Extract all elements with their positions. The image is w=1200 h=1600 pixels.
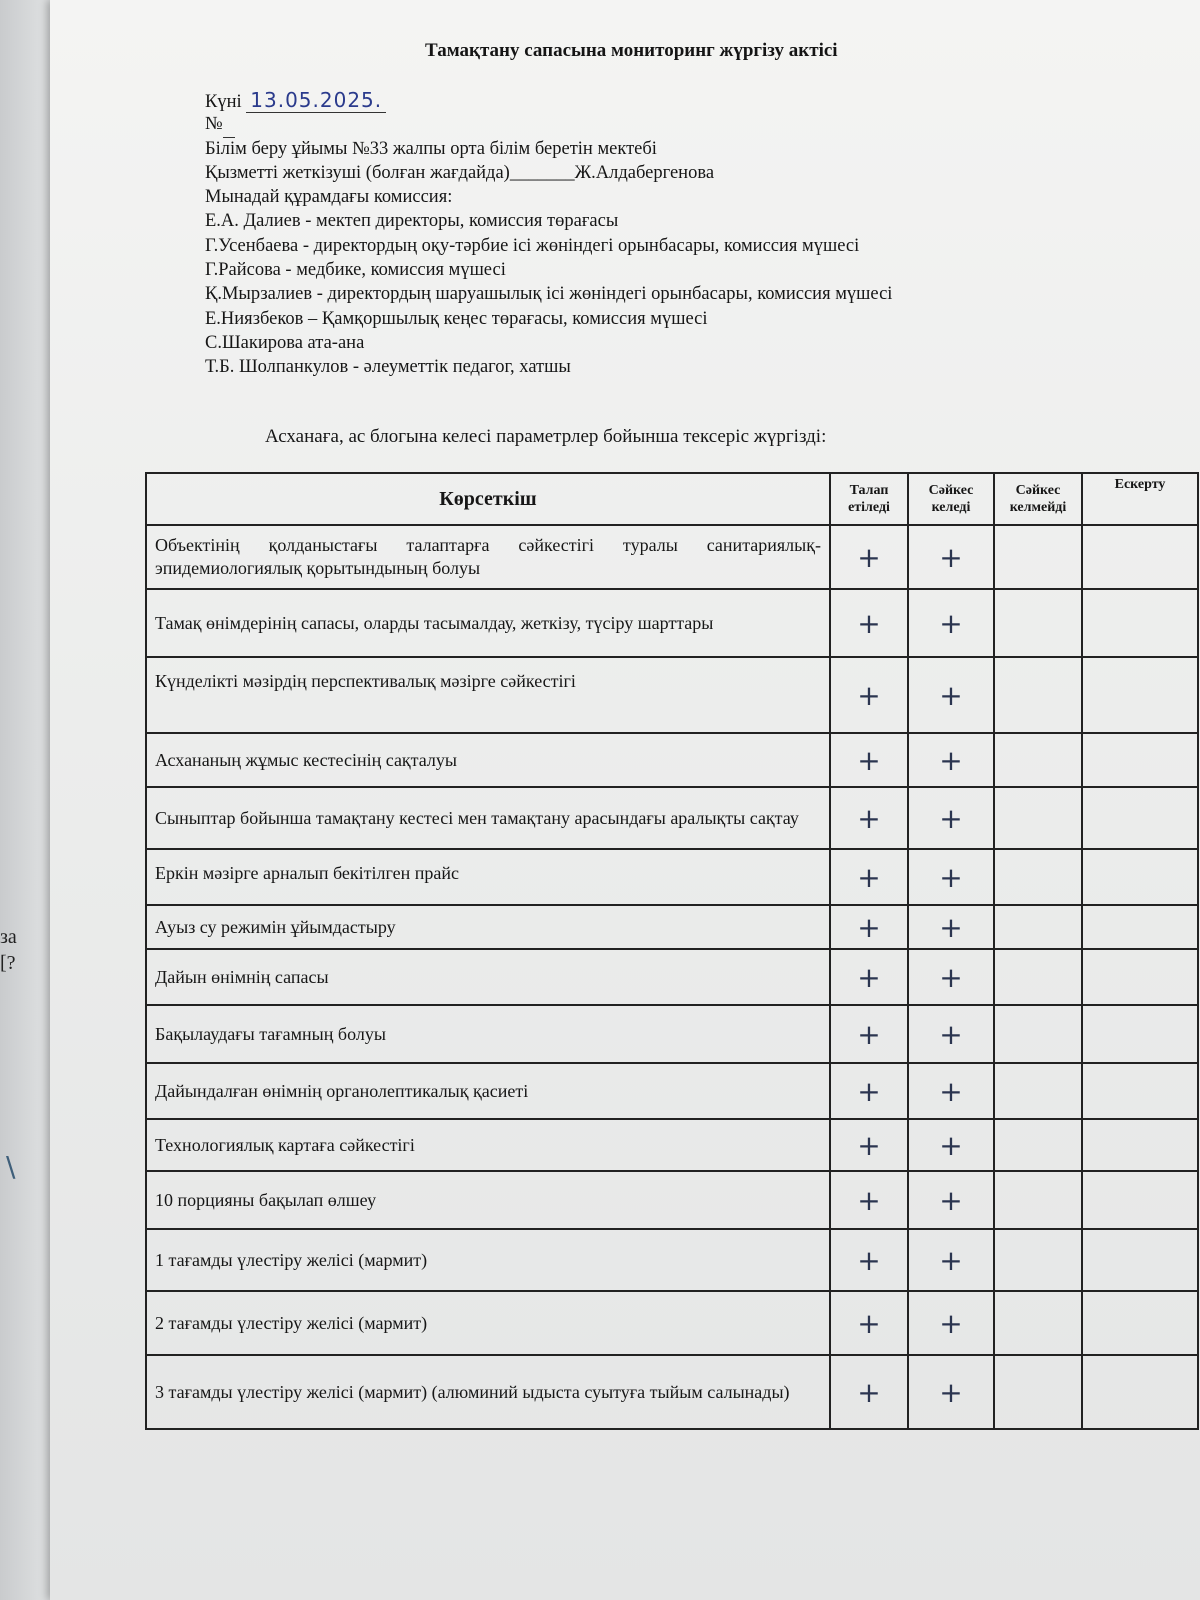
- commission-member: Г.Райсова - медбике, комиссия мүшесі: [205, 260, 506, 281]
- required-mark: +: [830, 905, 908, 949]
- indicator-cell: Объектінің қолданыстағы талаптарға сәйкестігі туралы санитариялық-эпидемиологиялық қорытындының болуы: [146, 525, 830, 589]
- table-header-row: [146, 473, 1198, 525]
- required-mark: +: [830, 525, 908, 589]
- commission-member: Қ.Мырзалиев - директордың шаруашылық ісі жөніндегі орынбасары, комиссия мүшесі: [205, 284, 893, 305]
- required-mark: +: [830, 949, 908, 1005]
- not-complies-cell: [994, 1063, 1082, 1119]
- indicator-cell: Ауыз су режимін ұйымдастыру: [146, 905, 830, 949]
- complies-mark: +: [908, 1005, 994, 1063]
- not-complies-cell: [994, 1119, 1082, 1171]
- header-indicator: Көрсеткіш: [146, 473, 830, 525]
- table-row: [146, 1171, 1198, 1229]
- commission-member: Г.Усенбаева - директордың оқу-тәрбие ісі жөніндегі орынбасары, комиссия мүшесі: [205, 235, 860, 256]
- inspection-intro: Асханаға, ас блогына келесі параметрлер бойынша тексеріс жүргізді:: [265, 426, 827, 447]
- indicator-cell: Дайындалған өнімнің органолептикалық қасиеті: [146, 1063, 830, 1119]
- required-mark: +: [830, 1229, 908, 1291]
- table-row: [146, 589, 1198, 657]
- required-mark: +: [830, 657, 908, 733]
- table-row: [146, 905, 1198, 949]
- organization-line: Білім беру ұйымы №33 жалпы орта білім беретін мектебі: [205, 138, 657, 159]
- not-complies-cell: [994, 905, 1082, 949]
- required-mark: +: [830, 589, 908, 657]
- commission-heading: Мынадай құрамдағы комиссия:: [205, 187, 453, 208]
- not-complies-cell: [994, 1291, 1082, 1355]
- note-cell: [1082, 1171, 1198, 1229]
- note-cell: [1082, 1355, 1198, 1429]
- required-mark: +: [830, 849, 908, 905]
- table-row: [146, 1229, 1198, 1291]
- note-cell: [1082, 905, 1198, 949]
- indicator-cell: Сыныптар бойынша тамақтану кестесі мен тамақтану арасындағы аралықты сақтау: [146, 787, 830, 849]
- back-sheet-fragment: [?: [0, 952, 16, 974]
- commission-member: С.Шакирова ата-ана: [205, 332, 365, 353]
- indicator-cell: Тамақ өнімдерінің сапасы, оларды тасымалдау, жеткізу, түсіру шарттары: [146, 589, 830, 657]
- table-row: [146, 949, 1198, 1005]
- required-mark: +: [830, 733, 908, 787]
- indicator-cell: 3 тағамды үлестіру желісі (мармит) (алюминий ыдыста суытуға тыйым салынады): [146, 1355, 830, 1429]
- complies-mark: +: [908, 1171, 994, 1229]
- not-complies-cell: [994, 589, 1082, 657]
- note-cell: [1082, 657, 1198, 733]
- number-blank: [223, 112, 235, 137]
- complies-mark: +: [908, 1119, 994, 1171]
- note-cell: [1082, 1119, 1198, 1171]
- document-header-info: [205, 88, 1105, 380]
- note-cell: [1082, 1063, 1198, 1119]
- not-complies-cell: [994, 733, 1082, 787]
- complies-mark: +: [908, 1229, 994, 1291]
- indicator-cell: 10 порцияны бақылап өлшеу: [146, 1171, 830, 1229]
- complies-mark: +: [908, 525, 994, 589]
- header-note: Ескерту: [1082, 473, 1198, 525]
- indicator-cell: 1 тағамды үлестіру желісі (мармит): [146, 1229, 830, 1291]
- table-row: [146, 1355, 1198, 1429]
- commission-member: Е.Ниязбеков – Қамқоршылық кеңес төрағасы, комиссия мүшесі: [205, 308, 708, 329]
- commission-member: Е.А. Далиев - мектеп директоры, комиссия төрағасы: [205, 211, 619, 232]
- not-complies-cell: [994, 787, 1082, 849]
- note-cell: [1082, 733, 1198, 787]
- required-mark: +: [830, 1355, 908, 1429]
- note-cell: [1082, 949, 1198, 1005]
- note-cell: [1082, 1229, 1198, 1291]
- table-row: [146, 1291, 1198, 1355]
- table-row: [146, 657, 1198, 733]
- indicator-cell: Дайын өнімнің сапасы: [146, 949, 830, 1005]
- header-required: Талап етіледі: [830, 473, 908, 525]
- header-complies: Сәйкес келеді: [908, 473, 994, 525]
- table-row: [146, 733, 1198, 787]
- note-cell: [1082, 1291, 1198, 1355]
- pen-mark-icon: \: [6, 1150, 16, 1183]
- table-row: [146, 1005, 1198, 1063]
- complies-mark: +: [908, 905, 994, 949]
- indicator-cell: Бақылаудағы тағамның болуы: [146, 1005, 830, 1063]
- not-complies-cell: [994, 1229, 1082, 1291]
- back-sheet-fragment: за: [0, 926, 17, 948]
- date-line: [205, 88, 1105, 112]
- required-mark: +: [830, 787, 908, 849]
- inspection-table: [145, 472, 1199, 1430]
- note-cell: [1082, 525, 1198, 589]
- not-complies-cell: [994, 1355, 1082, 1429]
- table-row: [146, 525, 1198, 589]
- number-label: №: [205, 114, 223, 135]
- required-mark: +: [830, 1005, 908, 1063]
- complies-mark: +: [908, 1063, 994, 1119]
- date-label: Күні: [205, 92, 242, 112]
- complies-mark: +: [908, 733, 994, 787]
- note-cell: [1082, 787, 1198, 849]
- table-row: [146, 849, 1198, 905]
- required-mark: +: [830, 1063, 908, 1119]
- indicator-cell: Асхананың жұмыс кестесінің сақталуы: [146, 733, 830, 787]
- complies-mark: +: [908, 1355, 994, 1429]
- indicator-cell: Технологиялық картаға сәйкестігі: [146, 1119, 830, 1171]
- document-page: [50, 0, 1200, 1600]
- note-cell: [1082, 1005, 1198, 1063]
- not-complies-cell: [994, 1005, 1082, 1063]
- complies-mark: +: [908, 657, 994, 733]
- not-complies-cell: [994, 525, 1082, 589]
- number-line: [205, 112, 1105, 136]
- header-not-complies: Сәйкес келмейді: [994, 473, 1082, 525]
- document-title: Тамақтану сапасына мониторинг жүргізу актісі: [425, 40, 838, 61]
- not-complies-cell: [994, 1171, 1082, 1229]
- complies-mark: +: [908, 589, 994, 657]
- not-complies-cell: [994, 849, 1082, 905]
- note-cell: [1082, 589, 1198, 657]
- not-complies-cell: [994, 949, 1082, 1005]
- table-row: [146, 1063, 1198, 1119]
- required-mark: +: [830, 1171, 908, 1229]
- date-value: 13.05.2025.: [246, 88, 386, 113]
- complies-mark: +: [908, 949, 994, 1005]
- required-mark: +: [830, 1291, 908, 1355]
- table-row: [146, 787, 1198, 849]
- supplier-line: Қызметті жеткізуші (болған жағдайда)_______Ж.Алдабергенова: [205, 162, 715, 183]
- complies-mark: +: [908, 787, 994, 849]
- complies-mark: +: [908, 849, 994, 905]
- indicator-cell: Еркін мәзірге арналып бекітілген прайс: [146, 849, 830, 905]
- required-mark: +: [830, 1119, 908, 1171]
- not-complies-cell: [994, 657, 1082, 733]
- table-row: [146, 1119, 1198, 1171]
- note-cell: [1082, 849, 1198, 905]
- complies-mark: +: [908, 1291, 994, 1355]
- indicator-cell: 2 тағамды үлестіру желісі (мармит): [146, 1291, 830, 1355]
- commission-member: Т.Б. Шолпанкулов - әлеуметтік педагог, хатшы: [205, 357, 571, 378]
- indicator-cell: Күнделікті мәзірдің перспективалық мәзірге сәйкестігі: [146, 657, 830, 733]
